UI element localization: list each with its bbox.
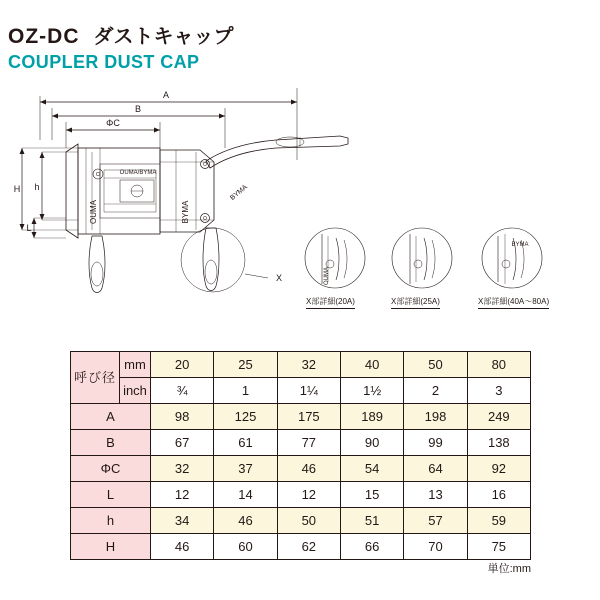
svg-text:OUMA: OUMA [89, 200, 98, 224]
detail-caption-40a-80a: X部詳細(40A～80A) [478, 296, 549, 309]
value-a-0: 98 [151, 404, 214, 430]
table-row-b [71, 430, 531, 456]
unit-inch-cell: inch [120, 378, 151, 404]
value-h-small-0: 34 [151, 508, 214, 534]
value-b-5: 138 [467, 430, 530, 456]
value-h-large-5: 75 [467, 534, 530, 560]
value-b-3: 90 [340, 430, 403, 456]
svg-text:B: B [134, 104, 142, 114]
size-mm-2: 32 [277, 352, 340, 378]
value-a-2: 175 [277, 404, 340, 430]
svg-text:BYMA: BYMA [229, 183, 249, 202]
technical-drawing [0, 78, 600, 338]
value-a-4: 198 [404, 404, 467, 430]
value-b-0: 67 [151, 430, 214, 456]
table-row-h-small [71, 508, 531, 534]
page-title [8, 20, 234, 49]
unit-mm-cell: mm [120, 352, 151, 378]
svg-text:A: A [162, 90, 170, 100]
value-l-0: 12 [151, 482, 214, 508]
value-b-4: 99 [404, 430, 467, 456]
svg-text:H: H [13, 184, 21, 194]
value-l-4: 13 [404, 482, 467, 508]
value-h-small-1: 46 [214, 508, 277, 534]
value-h-large-4: 70 [404, 534, 467, 560]
svg-text:BYMA: BYMA [181, 200, 190, 224]
value-h-large-3: 66 [340, 534, 403, 560]
value-h-small-2: 50 [277, 508, 340, 534]
value-a-1: 125 [214, 404, 277, 430]
unit-note: 単位:mm [487, 563, 531, 575]
size-mm-0: 20 [151, 352, 214, 378]
table-row-h-large [71, 534, 531, 560]
value-phic-5: 92 [467, 456, 530, 482]
size-mm-4: 50 [404, 352, 467, 378]
value-l-3: 15 [340, 482, 403, 508]
detail-caption-25a: X部詳細(25A) [391, 296, 440, 309]
value-h-small-4: 57 [404, 508, 467, 534]
svg-text:X: X [276, 273, 283, 283]
product-code: OZ-DC [8, 25, 80, 48]
size-inch-1: 1 [214, 378, 277, 404]
value-b-1: 61 [214, 430, 277, 456]
value-b-2: 77 [277, 430, 340, 456]
value-l-1: 14 [214, 482, 277, 508]
svg-text:OUMA: OUMA [324, 267, 330, 285]
table-row-l [71, 482, 531, 508]
value-phic-3: 54 [340, 456, 403, 482]
row-header-h-small: h [71, 508, 151, 534]
value-h-large-0: 46 [151, 534, 214, 560]
size-inch-4: 2 [404, 378, 467, 404]
spec-table-wrapper [70, 351, 531, 560]
value-h-small-3: 51 [340, 508, 403, 534]
value-h-large-2: 62 [277, 534, 340, 560]
svg-text:OUMA/BYMA: OUMA/BYMA [119, 170, 157, 176]
svg-text:L: L [26, 223, 32, 233]
detail-caption-20a: X部詳細(20A) [306, 296, 355, 309]
value-phic-4: 64 [404, 456, 467, 482]
row-header-h-large: H [71, 534, 151, 560]
svg-text:ΦC: ΦC [106, 118, 120, 128]
table-row-size-mm [71, 352, 531, 378]
value-l-5: 16 [467, 482, 530, 508]
size-mm-1: 25 [214, 352, 277, 378]
value-phic-0: 32 [151, 456, 214, 482]
value-a-5: 249 [467, 404, 530, 430]
size-inch-0: ¾ [151, 378, 214, 404]
size-inch-5: 3 [467, 378, 530, 404]
size-inch-2: 1¼ [277, 378, 340, 404]
value-phic-1: 37 [214, 456, 277, 482]
svg-text:h: h [34, 182, 40, 192]
size-mm-3: 40 [340, 352, 403, 378]
spec-table [70, 351, 531, 560]
page-subtitle-en: COUPLER DUST CAP [8, 52, 200, 72]
table-row-phic [71, 456, 531, 482]
value-a-3: 189 [340, 404, 403, 430]
row-header-a: A [71, 404, 151, 430]
size-inch-3: 1½ [340, 378, 403, 404]
product-title-ja: ダストキャップ [93, 26, 234, 48]
value-h-large-1: 60 [214, 534, 277, 560]
row-header-b: B [71, 430, 151, 456]
row-header-l: L [71, 482, 151, 508]
call-diameter-header: 呼び径 [71, 352, 120, 404]
row-header-phic: ΦC [71, 456, 151, 482]
value-phic-2: 46 [277, 456, 340, 482]
value-h-small-5: 59 [467, 508, 530, 534]
table-row-a [71, 404, 531, 430]
value-l-2: 12 [277, 482, 340, 508]
table-row-size-inch [71, 378, 531, 404]
svg-text:BYMA: BYMA [511, 242, 529, 248]
size-mm-5: 80 [467, 352, 530, 378]
